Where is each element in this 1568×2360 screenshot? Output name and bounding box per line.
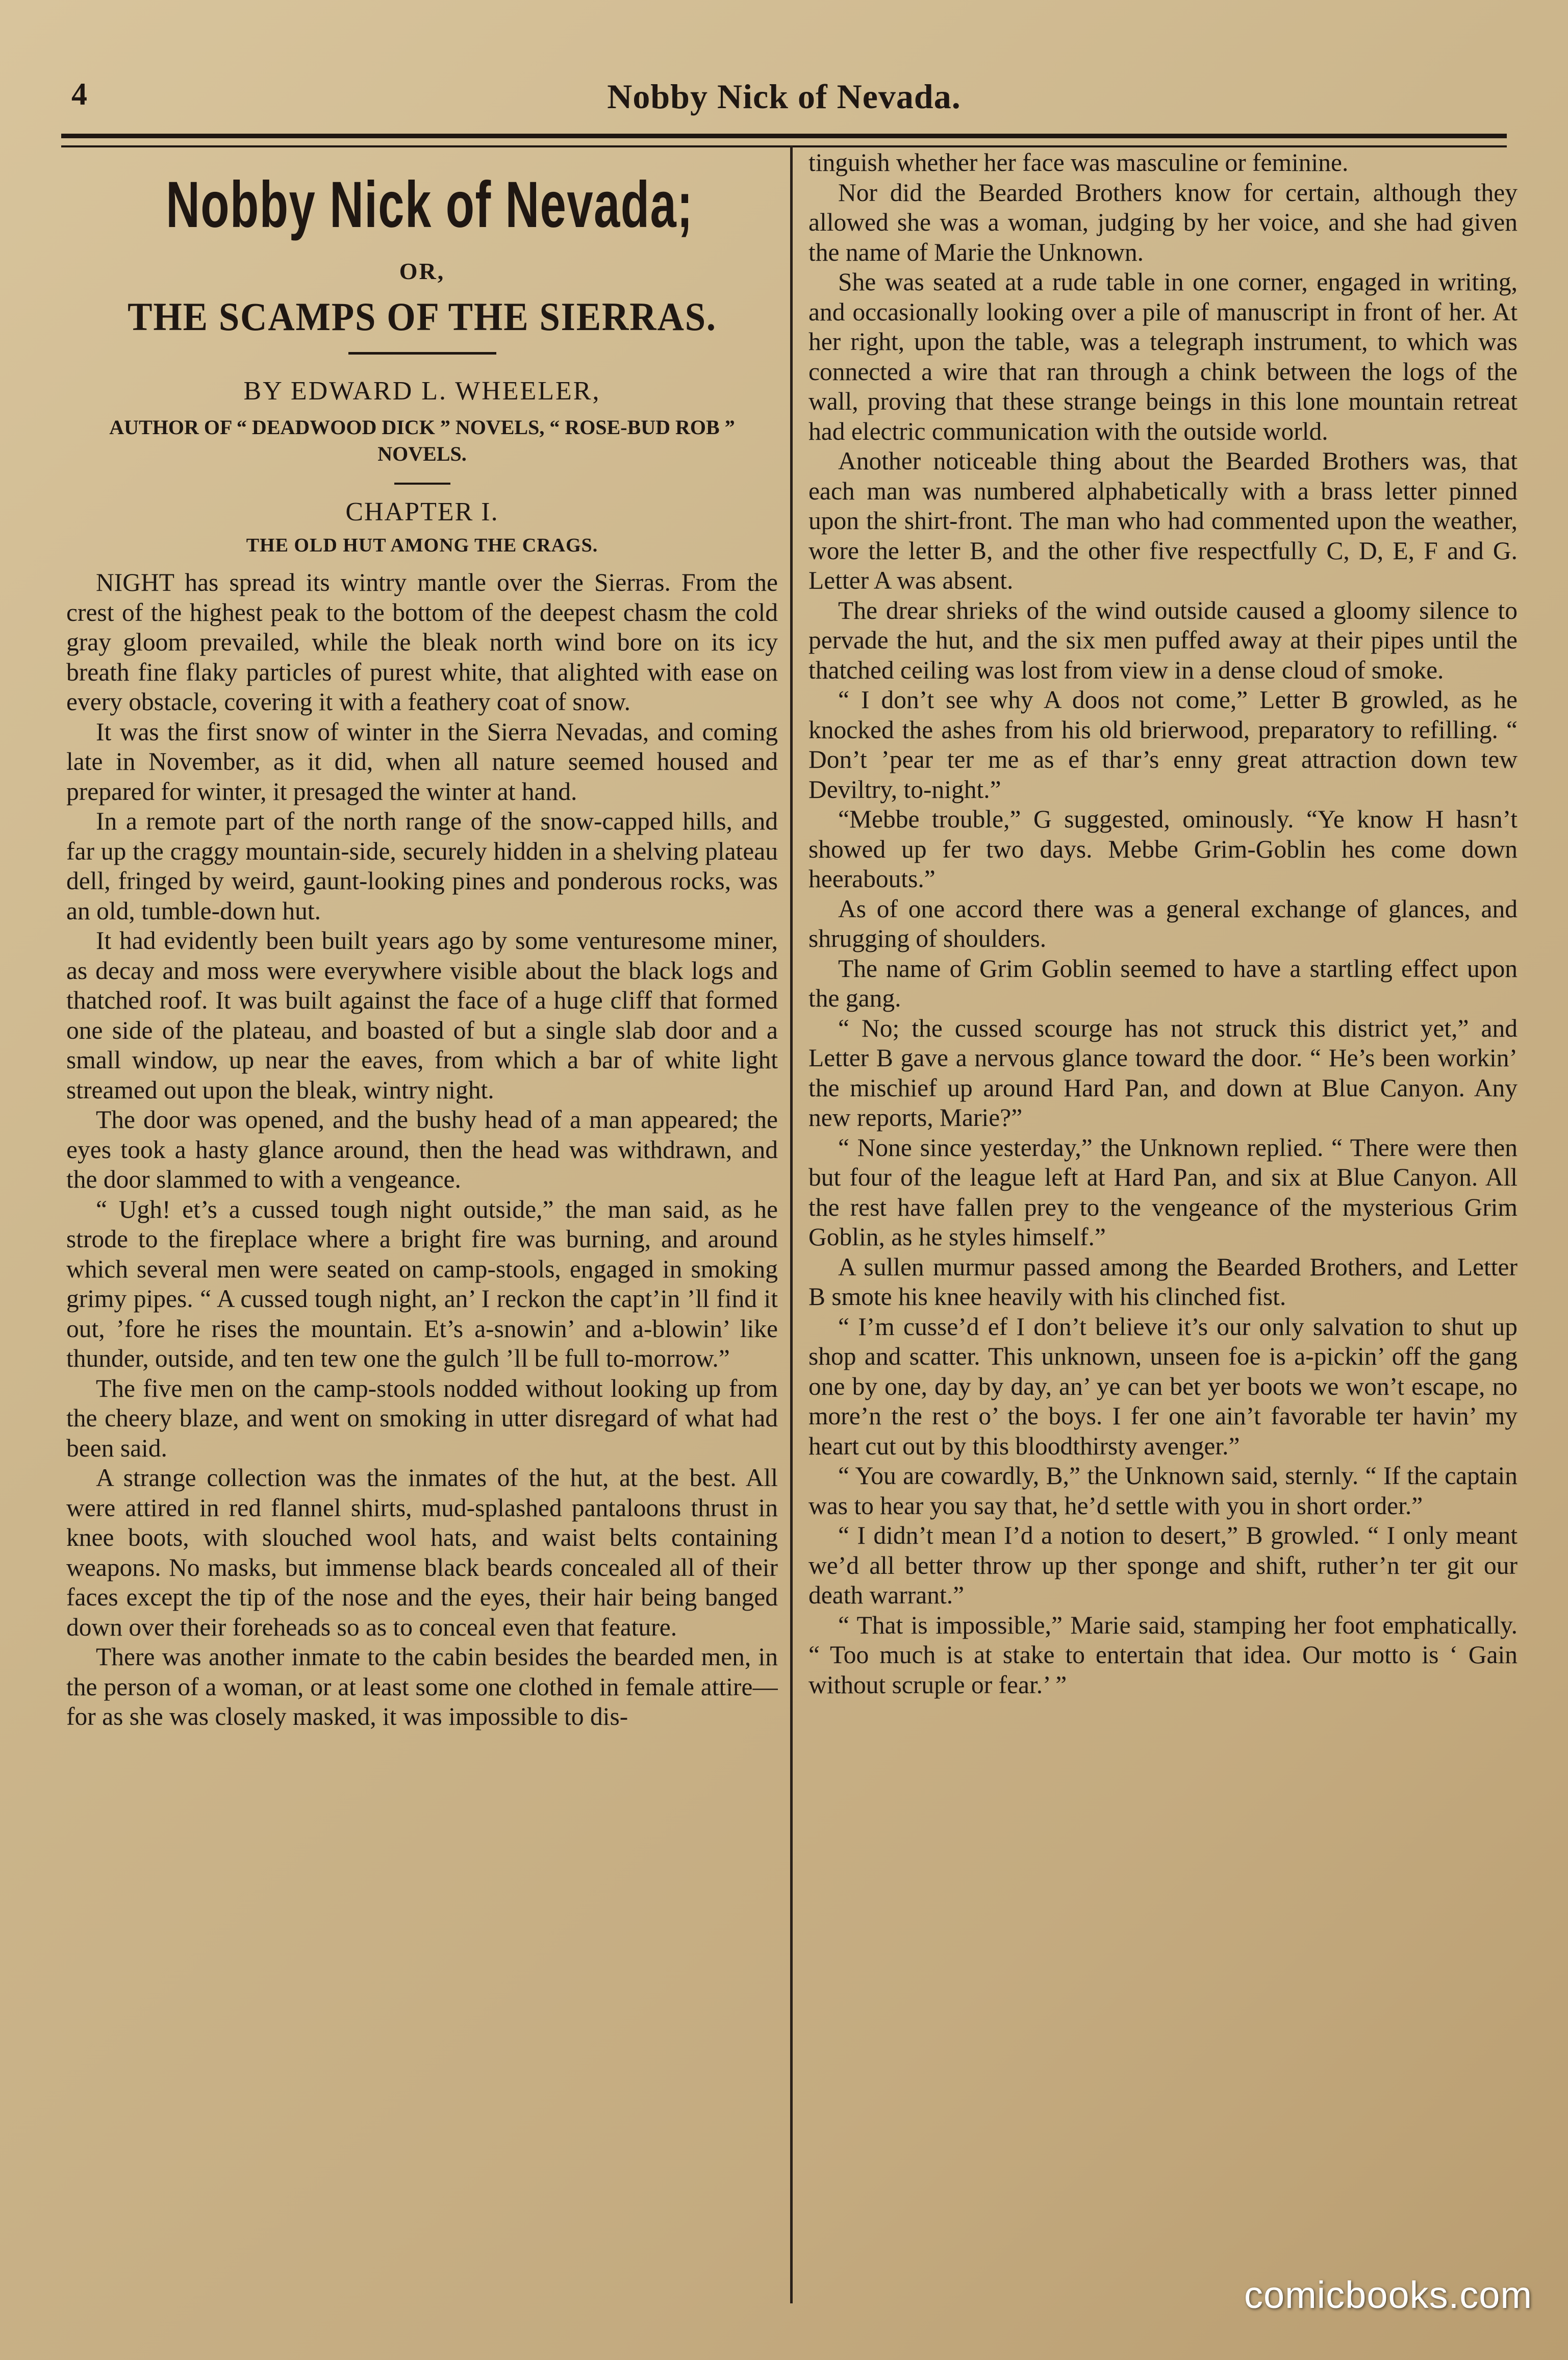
- left-body-text: [66, 568, 778, 1732]
- paragraph: “ You are cowardly, B,” the Unknown said, sternly. “ If the captain was to hear you say that, he’d settle with you in short order.”: [808, 1462, 1518, 1520]
- paragraph: NIGHT has spread its wintry mantle over the Sierras. From the crest of the highest peak to the bottom of the deepest chasm the cold gray gloom prevailed, while the bleak north wind bore on its icy breath fine flaky particles of purest white, that alighted with ease on every obstacle, covering it with a feathery coat of snow.: [66, 568, 778, 716]
- watermark: comicbooks.com: [1244, 2274, 1532, 2316]
- story-subtitle: THE SCAMPS OF THE SIERRAS.: [128, 294, 717, 339]
- paragraph: “ Ugh! et’s a cussed tough night outside,” the man said, as he strode to the fireplace where a bright fire was burning, and around which several men were seated on camp-stools, engaged in smoking grimy pipes. “ A cussed tough night, an’ I reckon the capt’in ’ll find it out, ’fore he rises the mountain. Et’s a-snowin’ and a-blowin’ like thunder, outside, and ten tew one the gulch ’ll be full to-morrow.”: [66, 1195, 778, 1372]
- paragraph: The drear shrieks of the wind outside caused a gloomy silence to pervade the hut, and the six men puffed away at their pipes until the thatched ceiling was lost from view in a dense cloud of smoke.: [808, 596, 1518, 684]
- paragraph: It was the first snow of winter in the Sierra Nevadas, and coming late in November, as it did, when all nature seemed housed and prepared for winter, it presaged the winter at hand.: [66, 717, 778, 806]
- column-divider: [790, 145, 793, 2303]
- paragraph: The name of Grim Goblin seemed to have a startling effect upon the gang.: [808, 954, 1518, 1012]
- paragraph: A strange collection was the inmates of the hut, at the best. All were attired in red flannel shirts, mud-splashed pantaloons thrust in knee boots, with slouched wool hats, and waist belts containing weapons. No masks, but immense black beards concealed all of their faces except the tip of the nose and the eyes, their hair being banged down over their foreheads so as to conceal even that feature.: [66, 1464, 778, 1641]
- header-rule: [61, 134, 1507, 147]
- paragraph: In a remote part of the north range of the snow-capped hills, and far up the craggy mountain-side, securely hidden in a shelving plateau dell, fringed by weird, gaunt-looking pines and ponderous rocks, was an old, tumble-down hut.: [66, 807, 778, 925]
- paragraph: “ I don’t see why A doos not come,” Letter B growled, as he knocked the ashes from his old brierwood, preparatory to refilling. “ Don’t ’pear ter me as ef thar’s enny great attraction down tew Deviltry, to-night.”: [808, 686, 1518, 804]
- paragraph: She was seated at a rude table in one corner, engaged in writing, and occasionally looking over a pile of manuscript in front of her. At her right, upon the table, was a telegraph instrument, to which was connected a wire that ran through a chink between the logs of the wall, proving that these strange beings in this lone mountain retreat had electric communication with the outside world.: [808, 268, 1518, 445]
- paragraph: It had evidently been built years ago by some venturesome miner, as decay and moss were everywhere visible about the black logs and thatched roof. It was built against the face of a huge cliff that formed one side of the plateau, and boasted of but a single slab door and a small window, up near the eaves, from which a bar of white light streamed out upon the bleak, wintry night.: [66, 926, 778, 1104]
- paragraph: “ I didn’t mean I’d a notion to desert,” B growled. “ I only meant we’d all better throw up ther sponge and shift, ruther’n ter git our death warrant.”: [808, 1521, 1518, 1609]
- paragraph: tinguish whether her face was masculine or feminine.: [808, 148, 1349, 177]
- paragraph: The five men on the camp-stools nodded without looking up from the cheery blaze, and went on smoking in utter disregard of what had been said.: [66, 1374, 778, 1462]
- running-header: [61, 77, 1507, 122]
- author-note: AUTHOR OF “ DEADWOOD DICK ” NOVELS, “ ROSE-BUD ROB ” NOVELS.: [109, 416, 735, 465]
- paragraph: There was another inmate to the cabin besides the bearded men, in the person of a woman, or at least some one clothed in female attire—for as she was closely masked, it was impossible to dis-: [66, 1643, 778, 1730]
- page-number: 4: [71, 77, 87, 112]
- byline: BY EDWARD L. WHEELER,: [243, 376, 601, 406]
- right-body-text: [808, 148, 1518, 1700]
- chapter-heading: CHAPTER I.: [345, 497, 499, 526]
- title-rule: [348, 352, 496, 355]
- running-title: Nobby Nick of Nevada.: [607, 77, 961, 116]
- paragraph: Nor did the Bearded Brothers know for certain, although they allowed she was a woman, judging by her voice, and she had given the name of Marie the Unknown.: [808, 178, 1518, 266]
- story-title: Nobby Nick of Nevada;: [166, 168, 694, 241]
- paragraph: “ None since yesterday,” the Unknown replied. “ There were then but four of the league left at Hard Pan, and six at Blue Canyon. All the rest have fallen prey to the vengeance of the mysterious Grim Goblin, as he styles himself.”: [808, 1133, 1518, 1251]
- chapter-rule: [394, 483, 450, 485]
- paragraph: A sullen murmur passed among the Bearded Brothers, and Letter B smote his knee heavily with his clinched fist.: [808, 1252, 1518, 1311]
- right-column: [808, 148, 1518, 2311]
- paragraph: “Mebbe trouble,” G suggested, ominously. “Ye know H hasn’t showed up fer two days. Mebbe Grim-Goblin hes come down heerabouts.”: [808, 805, 1518, 893]
- chapter-title: THE OLD HUT AMONG THE CRAGS.: [246, 535, 598, 556]
- paragraph: “ I’m cusse’d ef I don’t believe it’s our only salvation to shut up shop and scatter. This unknown, unseen foe is a-pickin’ off the gang one by one, day by day, an’ ye can bet yer boots we won’t escape, no more’n the rest o’ the boys. I fer one ain’t favorable ter havin’ my heart cut out by this bloodthirsty avenger.”: [808, 1312, 1518, 1460]
- left-column: [66, 148, 778, 2311]
- paragraph: As of one accord there was a general exchange of glances, and shrugging of shoulders.: [808, 894, 1518, 952]
- paragraph: “ No; the cussed scourge has not struck this district yet,” and Letter B gave a nervous glance toward the door. “ He’s been workin’ the mischief up around Hard Pan, and down at Blue Canyon. Any new reports, Marie?”: [808, 1014, 1518, 1132]
- title-or: OR,: [399, 258, 445, 284]
- paragraph: Another noticeable thing about the Bearded Brothers was, that each man was numbered alphabetically with a brass letter pinned upon the shirt-front. The man who had commented upon the weather, wore the letter B, and the other five respectfully C, D, E, F and G. Letter A was absent.: [808, 447, 1518, 594]
- paragraph: “ That is impossible,” Marie said, stamping her foot emphatically. “ Too much is at stake to entertain that idea. Our motto is ‘ Gain without scruple or fear.’ ”: [808, 1611, 1518, 1699]
- paragraph: The door was opened, and the bushy head of a man appeared; the eyes took a hasty glance around, then the head was withdrawn, and the door slammed to with a vengeance.: [66, 1106, 778, 1193]
